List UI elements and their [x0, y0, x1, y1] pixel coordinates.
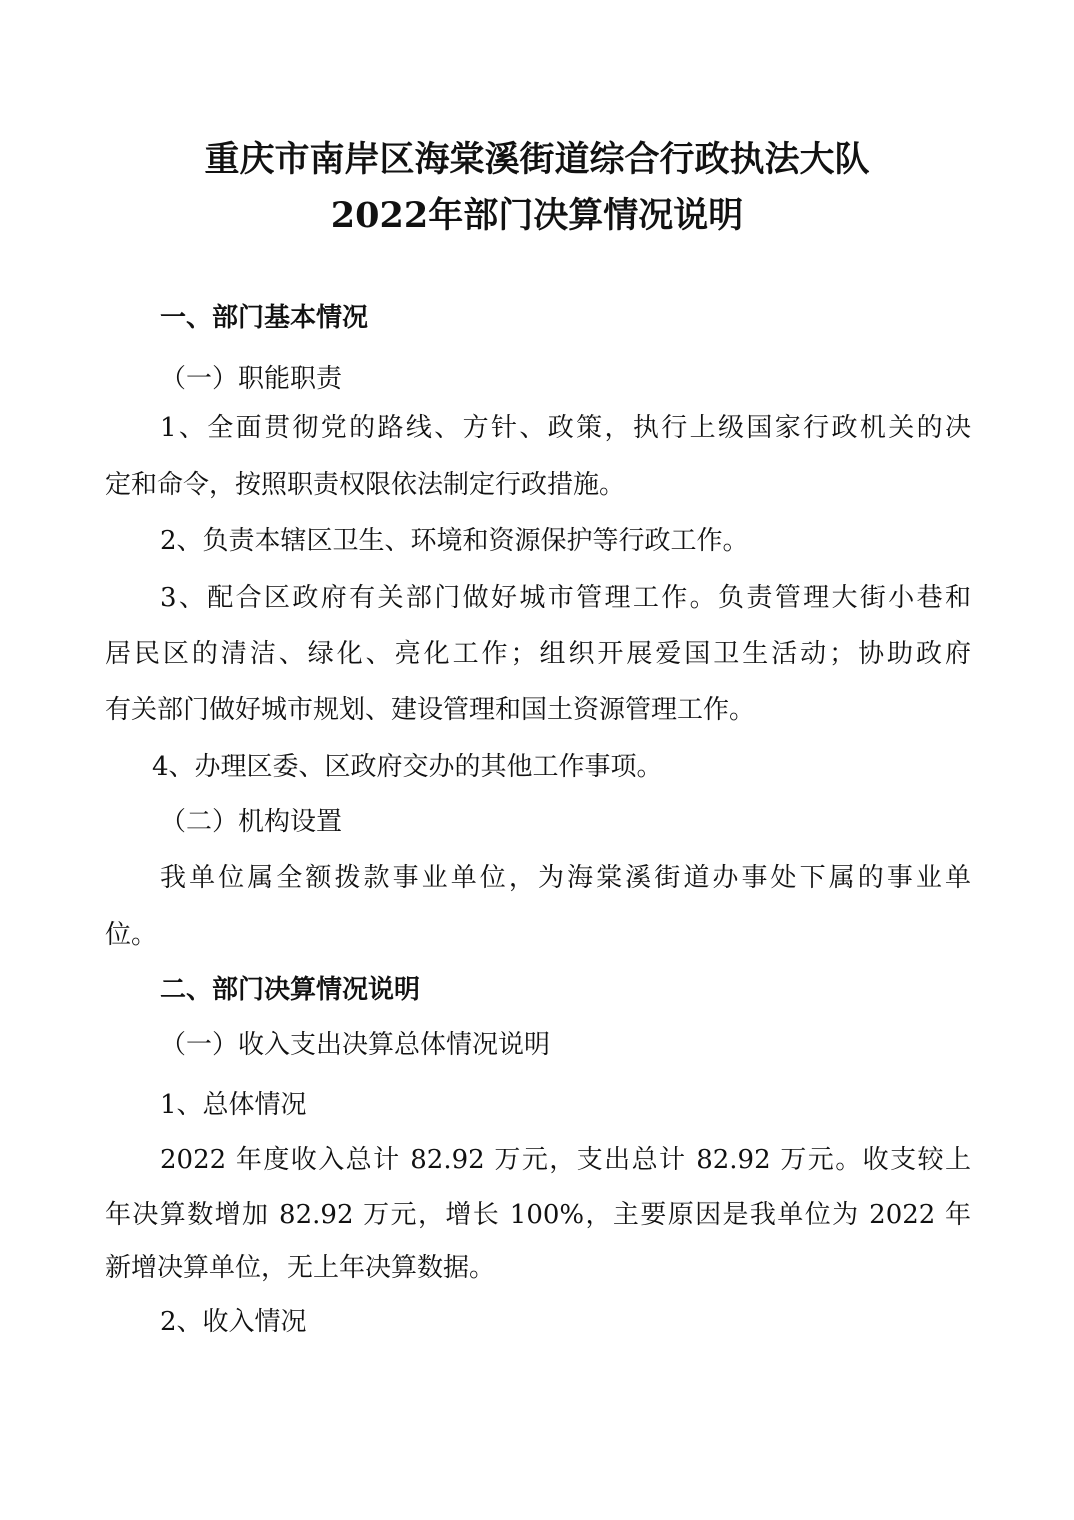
- paragraph-4-line: 4、办理区委、区政府交办的其他工作事项。: [152, 752, 663, 782]
- paragraph-3-line: 居民区的清洁、绿化、亮化工作；组织开展爱国卫生活动；协助政府: [105, 639, 971, 669]
- item-overall: 1、总体情况: [160, 1090, 307, 1120]
- title-line-2: 2022年部门决算情况说明: [330, 195, 744, 236]
- subheading-organization: （二）机构设置: [160, 807, 343, 837]
- paragraph-5-line: 位。: [105, 920, 158, 950]
- paragraph-6-line: 年决算数增加 82.92 万元，增长 100%，主要原因是我单位为 2022 年: [105, 1200, 971, 1230]
- section-heading-1: 一、部门基本情况: [160, 303, 369, 333]
- paragraph-1-line: 1、全面贯彻党的路线、方针、政策，执行上级国家行政机关的决: [160, 413, 971, 443]
- paragraph-1-line: 定和命令，按照职责权限依法制定行政措施。: [105, 470, 626, 500]
- paragraph-6-line: 新增决算单位，无上年决算数据。: [105, 1253, 496, 1283]
- paragraph-3-line: 有关部门做好城市规划、建设管理和国土资源管理工作。: [105, 695, 756, 725]
- paragraph-2-line: 2、负责本辖区卫生、环境和资源保护等行政工作。: [160, 526, 749, 556]
- subheading-overall: （一）收入支出决算总体情况说明: [160, 1030, 551, 1060]
- paragraph-5-line: 我单位属全额拨款事业单位，为海棠溪街道办事处下属的事业单: [160, 863, 971, 893]
- paragraph-6-line: 2022 年度收入总计 82.92 万元，支出总计 82.92 万元。收支较上: [160, 1145, 971, 1175]
- paragraph-3-line: 3、配合区政府有关部门做好城市管理工作。负责管理大街小巷和: [160, 583, 971, 613]
- item-income: 2、收入情况: [160, 1307, 307, 1337]
- title-line-1: 重庆市南岸区海棠溪街道综合行政执法大队: [204, 139, 870, 180]
- section-heading-2: 二、部门决算情况说明: [160, 975, 421, 1005]
- subheading-functions: （一）职能职责: [160, 364, 343, 394]
